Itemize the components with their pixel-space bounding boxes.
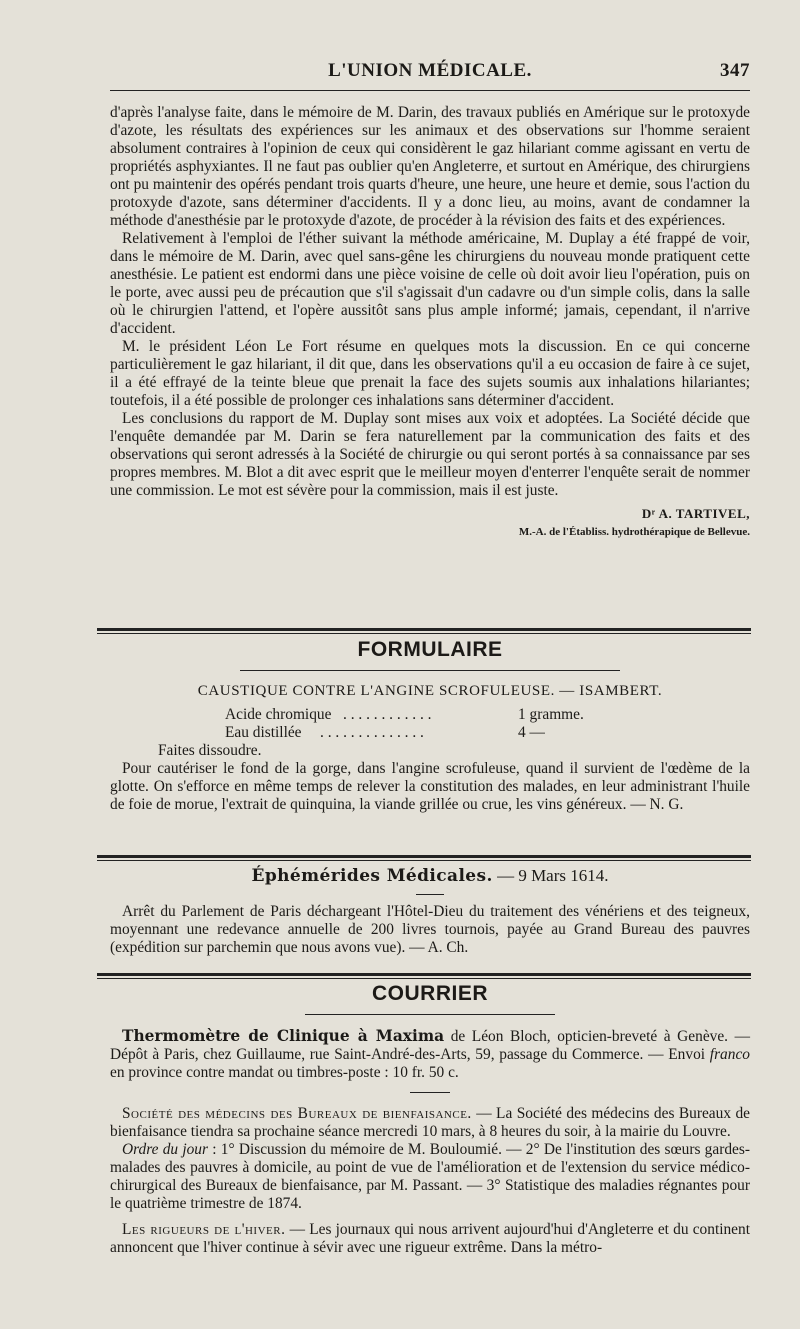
ingredient-name: Acide chromique <box>225 706 332 723</box>
section-rule-bottom <box>97 633 751 634</box>
recipe-ingredient <box>110 706 750 724</box>
ephemerides-title: Éphémérides Médicales. <box>251 866 493 886</box>
courrier-societe <box>110 1105 750 1141</box>
rigueurs-title: Les rigueurs de l'hiver. <box>122 1221 286 1238</box>
recipe-instruction: Faites dissoudre. <box>158 742 262 759</box>
discussion-section <box>110 104 750 538</box>
courrier-section <box>110 982 750 1257</box>
ingredient-quantity: 1 gramme. <box>518 706 584 723</box>
courrier-heading-rule <box>305 1014 555 1015</box>
rigueurs-text: — Les journaux qui nous arrivent aujourd'hui d'Angleterre et du continent annoncent que l'hiver continue à sévir avec une rigueur extrême. Dans la métro- <box>110 1221 750 1256</box>
thermometre-franco: franco <box>709 1046 750 1063</box>
courrier-rigueurs <box>110 1221 750 1257</box>
societe-title: Société des médecins des Bureaux de bienfaisance. <box>122 1105 472 1122</box>
section-rule-top <box>97 973 751 976</box>
ingredient-dots: . . . . . . . . . . . . <box>343 706 432 723</box>
formulaire-heading-rule <box>240 670 620 671</box>
courrier-heading: COURRIER <box>371 982 488 1005</box>
courrier-divider <box>410 1092 450 1093</box>
signature-title: M.-A. de l'Établiss. hydrothérapique de Bellevue. <box>518 526 750 538</box>
recipe-ingredient <box>110 724 750 742</box>
ordre-label: Ordre du jour <box>122 1141 208 1158</box>
ephemerides-dash <box>416 894 444 895</box>
ingredient-dots: . . . . . . . . . . . . . . <box>320 724 424 741</box>
formulaire-heading: FORMULAIRE <box>357 638 503 661</box>
running-head <box>110 60 750 86</box>
discussion-paragraph-2: Relativement à l'emploi de l'éther suivant la méthode américaine, M. Duplay a été frappé de voir, dans le mémoire de M. Darin, avec quel sans-gêne les chirurgiens du nouveau monde pratiquent cette anesthésie. Le patient est endormi dans une pièce voisine de celle où doit avoir lieu l'opération, puis on le porte, avec aussi peu de précaution que s'il s'agissait d'un cadavre ou d'un simple colis, dans la salle où le chirurgien l'attend, et l'opère aussitôt sans plus ample informé; jamais, cependant, il n'arrive d'accident. <box>110 230 750 337</box>
societe-text: — La Société des médecins des Bureaux de bienfaisance tiendra sa prochaine séance mercredi 10 mars, à 8 heures du soir, à la mairie du Louvre. <box>110 1105 750 1140</box>
page-number: 347 <box>720 60 750 81</box>
recipe-list <box>110 706 750 760</box>
formulaire-text: Pour cautériser le fond de la gorge, dans l'angine scrofuleuse, quand il survient de l'œdème de la glotte. On s'efforce en même temps de relever la constitution des malades, en leur administrant l'huile de foie de morue, l'extrait de quinquina, la viande grillée ou crue, les vins généreux. — N. G. <box>110 760 750 813</box>
journal-title: L'UNION MÉDICALE. <box>328 60 532 81</box>
header-rule <box>110 90 750 91</box>
ingredient-name: Eau distillée <box>225 724 302 741</box>
signature-name: Dʳ A. TARTIVEL, <box>641 506 750 521</box>
formulaire-subheading: CAUSTIQUE CONTRE L'ANGINE SCROFULEUSE. — ISAMBERT. <box>197 683 663 699</box>
discussion-paragraph-3: M. le président Léon Le Fort résume en quelques mots la discussion. En ce qui concerne particulièrement le gaz hilariant, il dit que, dans les observations qu'il a eu occasion de faire à ce sujet, il a été effrayé de la teinte bleue que prenait la face des sujets soumis aux inhalations hilariantes; toutefois, il a été possible de prolonger ces inhalations sans déterminer d'accident. <box>110 338 750 409</box>
discussion-paragraph-1: d'après l'analyse faite, dans le mémoire de M. Darin, des travaux publiés en Amérique sur le protoxyde d'azote, les résultats des expériences sur les animaux et des observations sur l'homme seraient absolument contraires à l'opinion de ceux qui considèrent le gaz hilariant comme agissant en vertu de propriétés asphyxiantes. Il ne faut pas oublier qu'en Angleterre, et surtout en Amérique, des chirurgiens ont pu maintenir des opérés pendant trois quarts d'heure, une heure, une heure et demie, sous l'action du protoxyde d'azote, sans déterminer d'accidents. Il y a donc lieu, au moins, avant de condamner la méthode d'anesthésie par le protoxyde d'azote, de procéder à la révision des faits et des expériences. <box>110 104 750 229</box>
courrier-thermometre <box>110 1027 750 1082</box>
section-rule-bottom <box>97 978 751 979</box>
ephemerides-text: Arrêt du Parlement de Paris déchargeant l'Hôtel-Dieu du traitement des vénériens et des teigneux, moyennant une redevance annuelle de 200 livres tournois, payée au Grand Bureau des pauvres (expédition sur parchemin que nous avons vue). — A. Ch. <box>110 903 750 956</box>
thermometre-title: Thermomètre de Clinique à Maxima <box>122 1027 445 1045</box>
section-rule-top <box>97 628 751 631</box>
ordre-text: : 1° Discussion du mémoire de M. Bouloumié. — 2° De l'institution des sœurs gardes-malades des pauvres à domicile, au point de vue de l'amélioration et de l'extension du service médico-chirurgical des Bureaux de bienfaisance, par M. Passant. — 3° Statistique des maladies régnantes pour le quatrième trimestre de 1874. <box>110 1141 750 1212</box>
ephemerides-heading <box>110 866 750 886</box>
thermometre-text-1: de Léon Bloch, opticien-breveté à Genève. — Dépôt à Paris, chez Guillaume, rue Saint-André-des-Arts, 59, passage du Commerce. — Envoi <box>110 1028 750 1063</box>
section-rule-bottom <box>97 860 751 861</box>
ingredient-quantity: 4 — <box>518 724 545 741</box>
courrier-ordre-du-jour <box>110 1141 750 1213</box>
thermometre-text-2: en province contre mandat ou timbres-poste : 10 fr. 50 c. <box>110 1064 459 1081</box>
section-rule-top <box>97 855 751 858</box>
ephemerides-date: — 9 Mars 1614. <box>497 866 609 885</box>
formulaire-section <box>110 638 750 814</box>
discussion-paragraph-4: Les conclusions du rapport de M. Duplay sont mises aux voix et adoptées. La Société décide que l'enquête demandée par M. Darin se fera naturellement par la communication des faits et des observations qui seront adressés à la Société de chirurgie ou qui seront portés à sa connaissance par ses propres membres. M. Blot a dit avec esprit que le meilleur moyen d'enterrer l'enquête serait de nommer une commission. Le mot est sévère pour la commission, mais il est juste. <box>110 410 750 499</box>
ephemerides-section <box>110 866 750 957</box>
